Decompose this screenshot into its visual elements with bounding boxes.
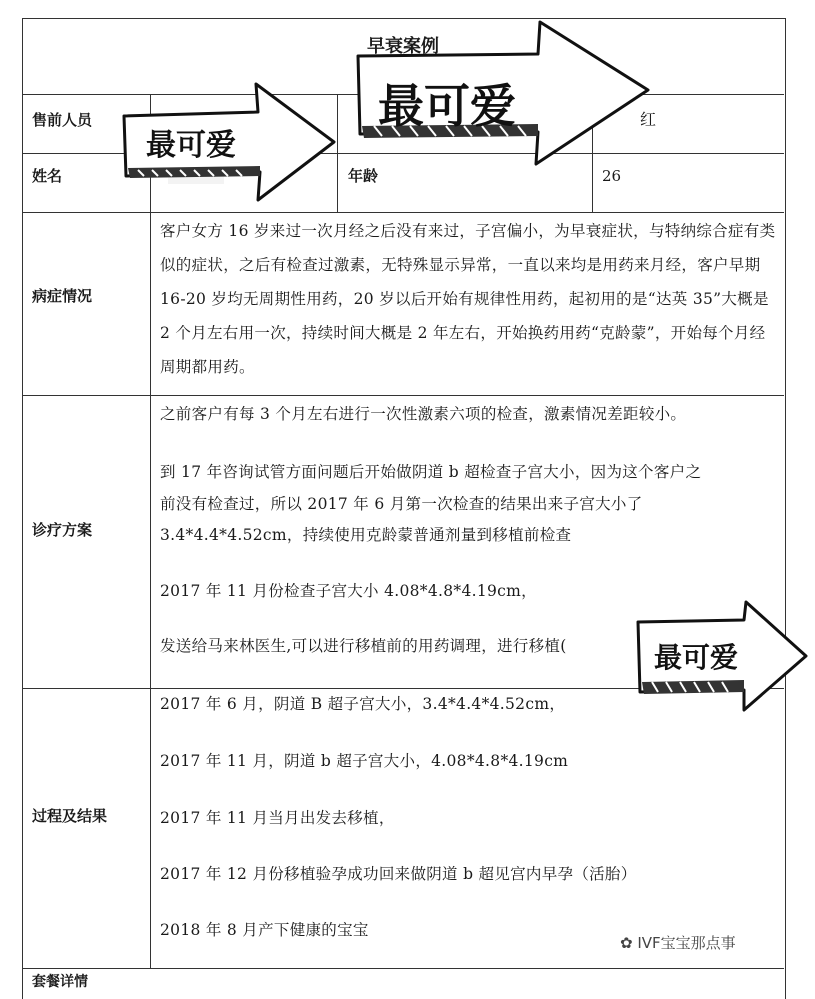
treatment-label: 诊疗方案 bbox=[32, 521, 93, 539]
sticker-label: 最可爱 bbox=[146, 128, 236, 163]
process-item: 2017 年 6 月，阴道 B 超子宫大小，3.4*4.4*4.52cm， bbox=[160, 695, 566, 713]
process-item: 2017 年 11 月，阴道 b 超子宫大小，4.08*4.8*4.19cm bbox=[160, 752, 569, 770]
sticker-label: 最可爱 bbox=[378, 79, 516, 133]
symptoms-label: 病症情况 bbox=[32, 287, 93, 305]
column-divider bbox=[150, 94, 151, 968]
treatment-p2-line1: 到 17 年咨询试管方面问题后开始做阴道 b 超检查子宫大小，因为这个客户之 bbox=[160, 463, 702, 481]
wechat-icon: ✿ bbox=[620, 934, 633, 952]
age-label: 年龄 bbox=[348, 167, 379, 185]
row-divider bbox=[22, 968, 784, 969]
partial-right-text: 红 bbox=[640, 110, 657, 129]
process-item: 2017 年 12 月份移植验孕成功回来做阴道 b 超见宫内早孕（活胎） bbox=[160, 865, 637, 883]
symptoms-text: 客户女方 16 岁来过一次月经之后没有来过，子宫偏小，为早衰症状，与特纳综合症有类似的症状，之后有检查过激素，无特殊显示异常，一直以来均是用药来月经，客户早期 16-20 岁均无周期性用药，20 岁以后开始有规律性用药，起初用的是“达英 35”大概是 2 个月左右用一次，持续时间大概是 2 年左右，开始换药用药“克龄蒙”，开始每个月经周期都用药。 bbox=[160, 222, 776, 376]
watermark-text: IVF宝宝那点事 bbox=[637, 934, 736, 952]
name-label: 姓名 bbox=[32, 167, 63, 185]
process-item: 2018 年 8 月产下健康的宝宝 bbox=[160, 921, 369, 939]
document-title: 早衰案例 bbox=[367, 36, 439, 57]
treatment-p3: 2017 年 11 月份检查子宫大小 4.08*4.8*4.19cm， bbox=[160, 582, 537, 600]
age-value: 26 bbox=[602, 167, 622, 185]
row-divider bbox=[22, 212, 784, 213]
sticker-label: 最可爱 bbox=[654, 641, 739, 674]
sales-label: 售前人员 bbox=[32, 111, 93, 129]
package-details-label: 套餐详情 bbox=[32, 974, 88, 990]
process-item: 2017 年 11 月当月出发去移植， bbox=[160, 809, 395, 827]
treatment-p2-line3: 3.4*4.4*4.52cm，持续使用克龄蒙普通剂量到移植前检查 bbox=[160, 526, 572, 544]
row-divider bbox=[22, 395, 784, 396]
treatment-p4: 发送给马来林医生,可以进行移植前的用药调理，进行移植( bbox=[160, 637, 567, 655]
treatment-p2-line2: 前没有检查过，所以 2017 年 6 月第一次检查的结果出来子宫大小了 bbox=[160, 495, 643, 513]
process-label: 过程及结果 bbox=[32, 807, 108, 825]
treatment-p1: 之前客户有每 3 个月左右进行一次性激素六项的检查，激素情况差距较小。 bbox=[160, 405, 687, 423]
watermark bbox=[620, 932, 736, 953]
